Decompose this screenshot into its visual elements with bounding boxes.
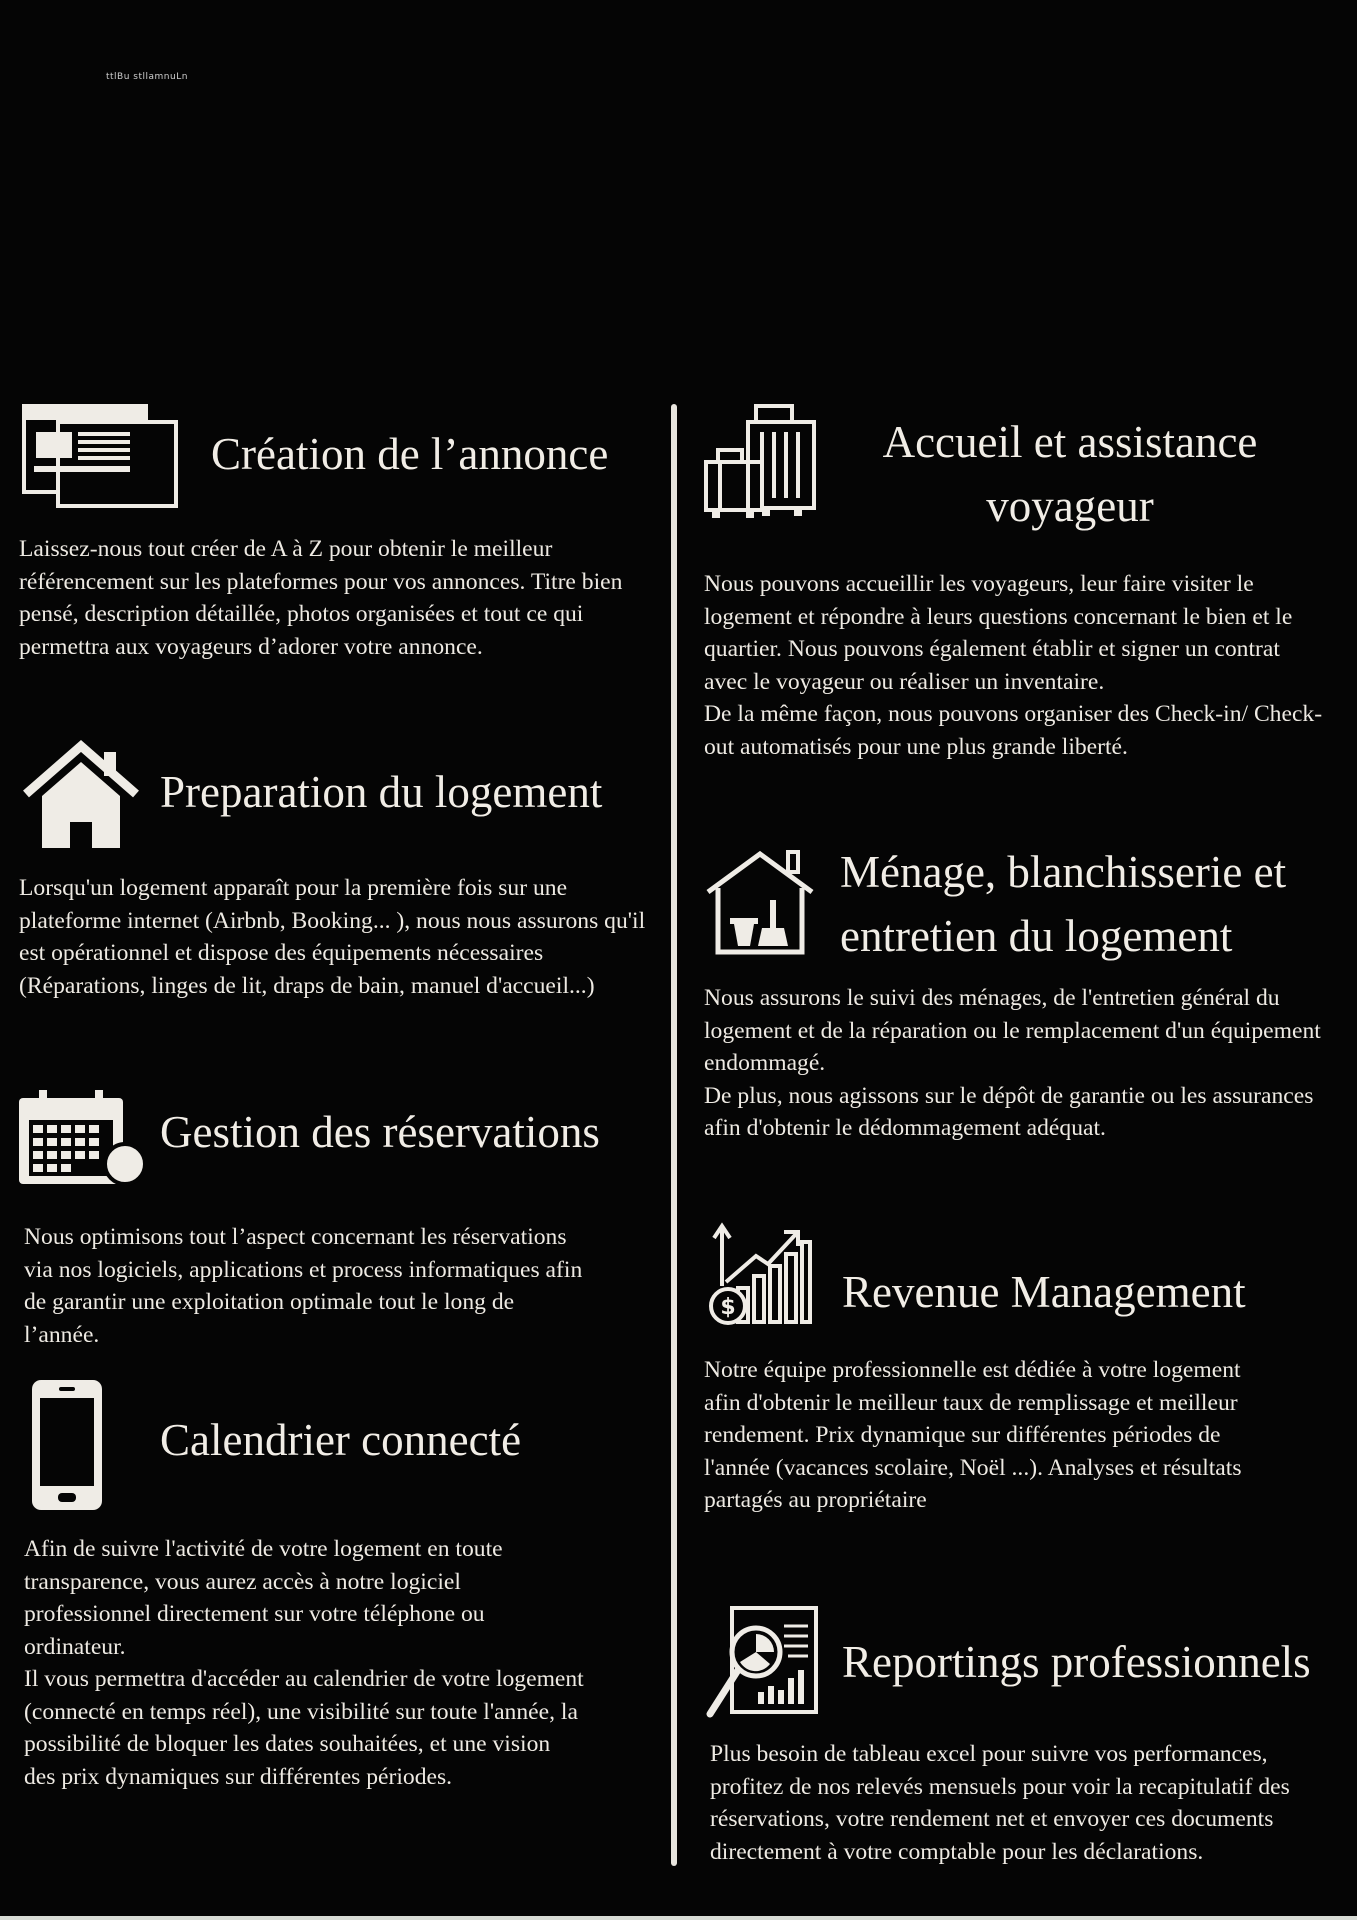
section-title-calendrier: Calendrier connecté (160, 1415, 522, 1465)
section-body-menage: Nous assurons le suivi des ménages, de l'entretien général du logement et de la réparation ou le remplacement d'un équipement endommagé. De plus, nous agissons sur le dépôt de garantie ou les assurances afin d'obtenir le dédommagement adéquat. (704, 985, 1321, 1141)
section-body-preparation: Lorsqu'un logement apparaît pour la première fois sur une plateforme internet (Airbnb, Booking... ), nous nous assurons qu'il est opérationnel et dispose des équipements nécessaires (Réparations, linges de lit, draps de bain, manuel d'accueil...) (19, 875, 646, 999)
section-title-reservations: Gestion des réservations (160, 1107, 600, 1157)
section-title-reportings: Reportings professionnels (842, 1637, 1311, 1687)
luggage-icon (704, 404, 818, 520)
section-body-calendrier: Afin de suivre l'activité de votre logement en toute transparence, vous aurez accès à notre logiciel professionnel directement sur votre téléphone ou ordinateur. Il vous permettra d'accéder au calendrier de votre logement (connecté en temps réel), une visibilité sur toute l'année, la possibilité de bloquer les dates souhaitées, et une vision des prix dynamiques sur différentes périodes. (24, 1536, 584, 1790)
section-body-creation: Laissez-nous tout créer de A à Z pour obtenir le meilleur référencement sur les plateformes pour vos annonces. Titre bien pensé, description détaillée, photos organisées et tout ce qui permettra aux voyageurs d’adorer votre annonce. (19, 536, 623, 660)
bottom-border (0, 1916, 1357, 1920)
calendar-icon (19, 1090, 145, 1186)
report-magnifier-icon (704, 1606, 818, 1720)
section-body-reportings: Plus besoin de tableau excel pour suivre vos performances, profitez de nos relevés mensuels pour voir la recapitulatif des réservations, votre rendement net et envoyer ces documents directement à votre comptable pour les déclarations. (710, 1741, 1290, 1865)
browser-window-icon (22, 404, 180, 510)
section-title-creation: Création de l’annonce (211, 429, 609, 479)
section-body-reservations: Nous optimisons tout l’aspect concernant les réservations via nos logiciels, applications et process informatiques afin de garantir une exploitation optimale tout le long de l’année. (24, 1224, 583, 1348)
section-body-accueil: Nous pouvons accueillir les voyageurs, leur faire visiter le logement et répondre à leurs questions concernant le bien et le quartier. Nous pouvons également établir et signer un contrat avec le voyageur ou réaliser un inventaire. De la même façon, nous pouvons organiser des Check-in/ Check-out automatisés pour une plus grande liberté. (704, 571, 1323, 760)
section-title-preparation: Preparation du logement (160, 767, 603, 817)
svg-text:$: $ (720, 1295, 736, 1320)
section-title-menage: Ménage, blanchisserie et entretien du logement (840, 847, 1287, 961)
section-body-revenue: Notre équipe professionnelle est dédiée à votre logement afin d'obtenir le meilleur taux de remplissage et meilleur rendement. Prix dynamique sur différentes périodes de l'année (vacances scolaire, Noël ...). Analyses et résultats partagés au propriétaire (704, 1357, 1242, 1513)
house-cleaning-icon (704, 848, 816, 956)
house-icon (22, 740, 140, 850)
revenue-chart-icon (706, 1222, 814, 1328)
section-title-accueil: Accueil et assistance voyageur (882, 417, 1258, 531)
brand-logo-text: ttlBu stllamnuLn (106, 72, 188, 82)
column-divider (671, 404, 677, 1866)
section-title-revenue: Revenue Management (842, 1267, 1246, 1317)
smartphone-icon (32, 1380, 102, 1510)
